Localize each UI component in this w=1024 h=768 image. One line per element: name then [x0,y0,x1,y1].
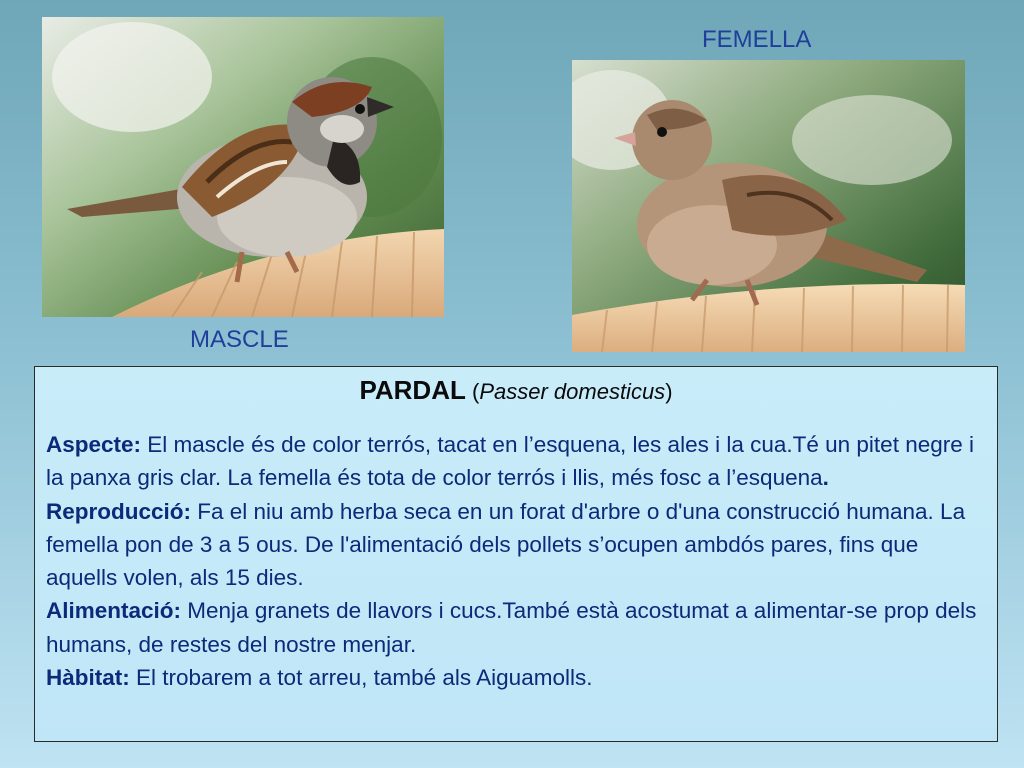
section-end: . [822,465,829,491]
section-reproduction [46,495,988,595]
section-label: Alimentació: [46,598,182,624]
male-sparrow-photo [42,17,444,317]
species-title [35,375,997,406]
male-caption: MASCLE [190,326,289,353]
section-text: Menja granets de llavors i cucs.També està acostumat a alimentar-se prop dels humans, de restes del nostre menjar. [46,598,977,657]
section-text: El mascle és de color terrós, tacat en l’esquena, les ales i la cua.Té un pitet negre i la panxa gris clar. La femella és tota de color terrós i llis, més fosc a l’esquena [46,432,974,491]
section-label: Hàbitat: [46,665,130,691]
section-label: Aspecte: [46,432,142,457]
section-appearance [46,428,988,495]
title-paren-open: ( [465,379,480,404]
section-label: Reproducció: [46,498,192,524]
section-habitat [46,661,988,694]
section-feeding [46,594,988,661]
female-caption: FEMELLA [702,26,812,53]
female-sparrow-photo [572,60,965,352]
scientific-name: Passer domesticus [479,379,666,404]
section-text: El trobarem a tot arreu, també als Aiguamolls. [129,665,593,691]
title-paren-close: ) [665,379,673,404]
species-description [46,428,988,694]
common-name: PARDAL [359,375,466,405]
section-text: Fa el niu amb herba seca en un forat d'arbre o d'una construcció humana. La femella pon de 3 a 5 ous. De l'alimentació dels pollets s’ocupen ambdós pares, fins que aquells volen, als 15 dies. [46,498,966,591]
species-info-box [34,366,998,742]
